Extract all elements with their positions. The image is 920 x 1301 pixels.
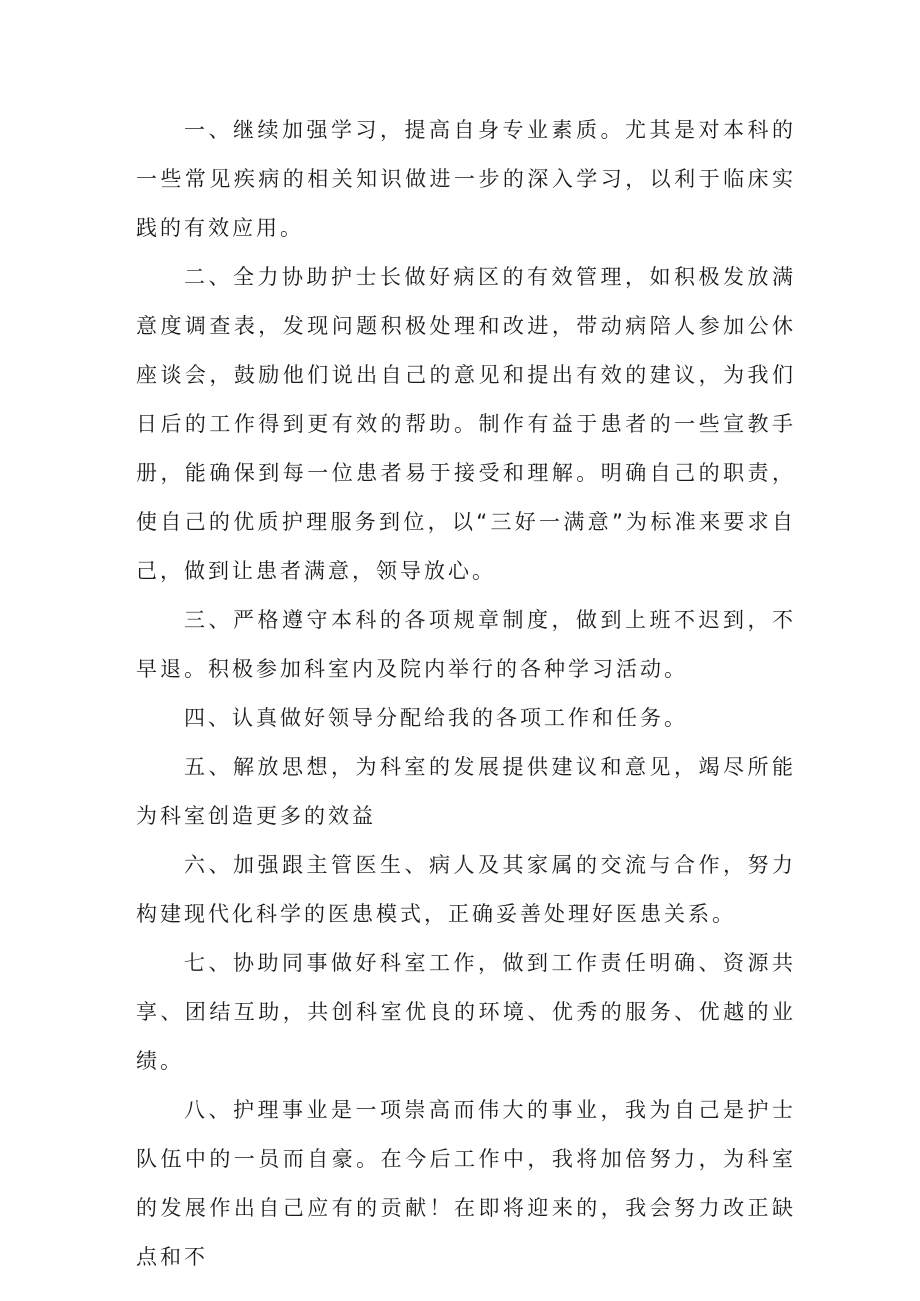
paragraph-8: 八、护理事业是一项崇高而伟大的事业，我为自己是护士队伍中的一员而自豪。在今后工作中，我将加倍努力，为科室的发展作出自己应有的贡献！在即将迎来的，我会努力改正缺点和不: [136, 1098, 796, 1269]
paragraph-6: 六、加强跟主管医生、病人及其家属的交流与合作，努力构建现代化科学的医患模式，正确妥善处理好医患关系。: [136, 853, 796, 926]
paragraph-7: 七、协助同事做好科室工作，做到工作责任明确、资源共享、团结互助，共创科室优良的环境、优秀的服务、优越的业绩。: [136, 951, 796, 1073]
paragraph-1: 一、继续加强学习，提高自身专业素质。尤其是对本科的一些常见疾病的相关知识做进一步的深入学习，以利于临床实践的有效应用。: [136, 118, 796, 240]
paragraph-5: 五、解放思想，为科室的发展提供建议和意见，竭尽所能为科室创造更多的效益: [136, 755, 796, 828]
document-body: [136, 106, 796, 1282]
paragraph-2: 二、全力协助护士长做好病区的有效管理，如积极发放满意度调查表，发现问题积极处理和改进，带动病陪人参加公休座谈会，鼓励他们说出自己的意见和提出有效的建议，为我们日后的工作得到更有效的帮助。制作有益于患者的一些宣教手册，能确保到每一位患者易于接受和理解。明确自己的职责，使自己的优质护理服务到位，以“三好一满意”为标准来要求自己，做到让患者满意，领导放心。: [136, 265, 796, 583]
paragraph-4: 四、认真做好领导分配给我的各项工作和任务。: [184, 706, 688, 730]
paragraph-3: 三、严格遵守本科的各项规章制度，做到上班不迟到，不早退。积极参加科室内及院内举行的各种学习活动。: [136, 608, 796, 681]
